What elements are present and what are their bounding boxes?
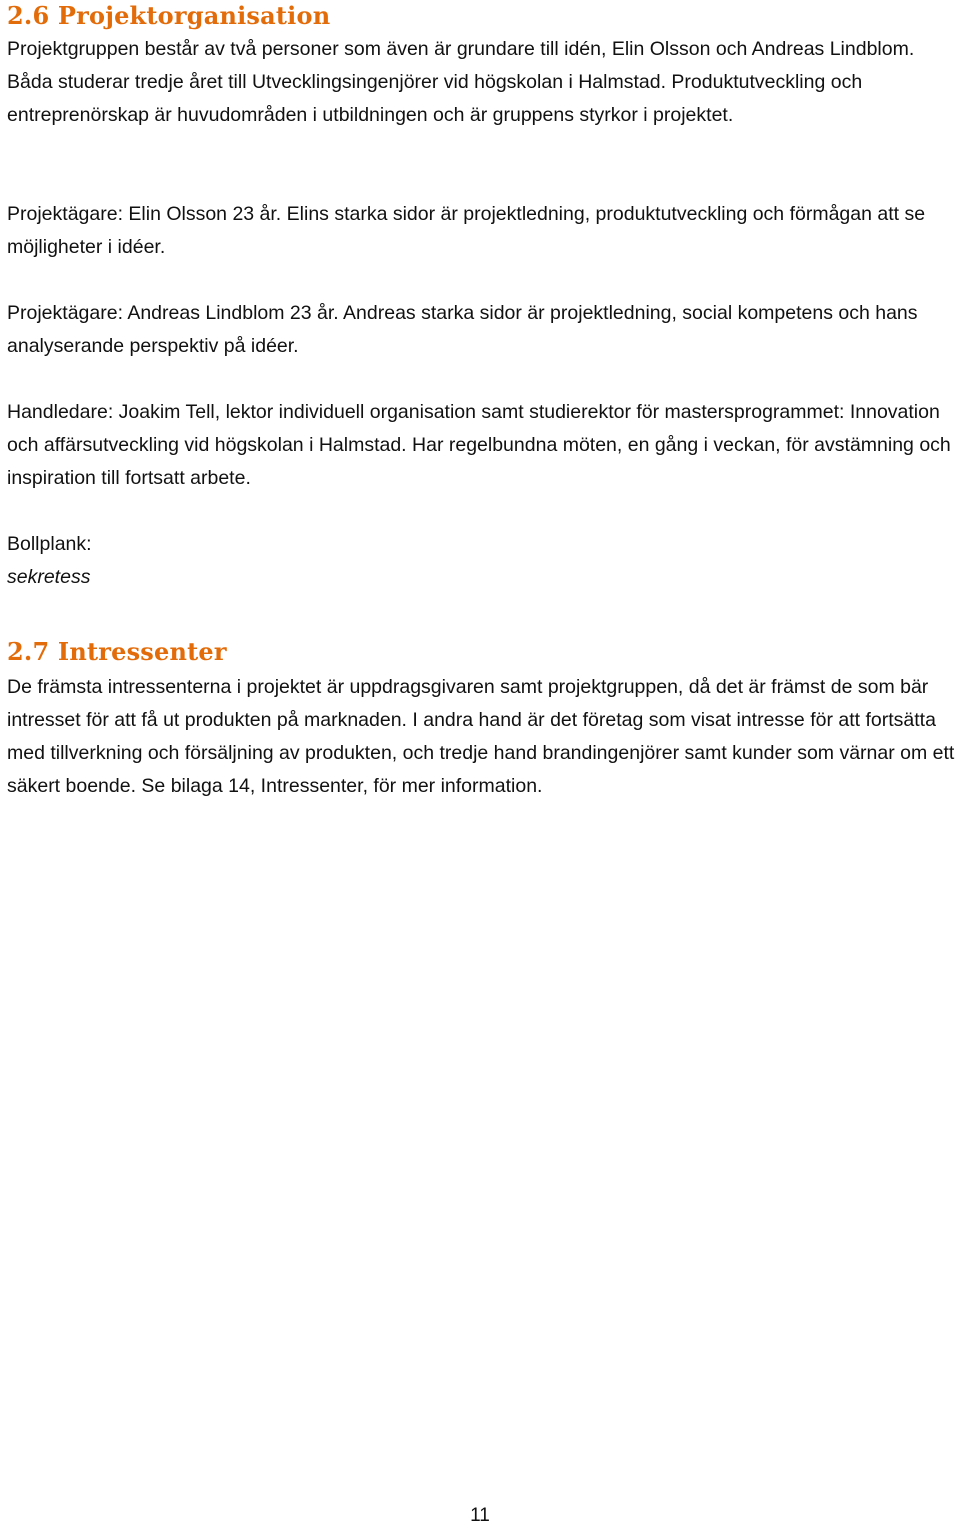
page-number: 11 (470, 1505, 490, 1526)
paragraph-projektagare-elin: Projektägare: Elin Olsson 23 år. Elins starka sidor är projektledning, produktutveckling och förmågan att se möjligheter i idéer. (7, 203, 926, 258)
paragraph-projektgruppen: Projektgruppen består av två personer som även är grundare till idén, Elin Olsson och Andreas Lindblom. Båda studerar tredje året till Utvecklingsingenjörer vid högskolan i Halmstad. Produktutveckling och entreprenörskap är huvudområden i utbildningen och är gruppens styrkor i projektet. (7, 38, 915, 126)
paragraph-handledare: Handledare: Joakim Tell, lektor individuell organisation samt studierektor för mastersprogrammet: Innovation och affärsutveckling vid högskolan i Halmstad. Har regelbundna möten, en gång i veckan, för avstämning och inspiration till fortsatt arbete. (7, 401, 951, 489)
bollplank-label: Bollplank: (7, 533, 92, 555)
section-heading-projektorganisation: 2.6 Projektorganisation (7, 1, 331, 30)
bollplank-value: sekretess (7, 566, 91, 588)
bollplank-block (7, 528, 957, 594)
paragraph-projektagare-andreas: Projektägare: Andreas Lindblom 23 år. Andreas starka sidor är projektledning, social kompetens och hans analyserande perspektiv på idéer. (7, 302, 918, 357)
paragraph-intressenter: De främsta intressenterna i projektet är uppdragsgivaren samt projektgruppen, då det är främst de som bär intresset för att få ut produkten på marknaden. I andra hand är det företag som visat intresse för att fortsätta med tillverkning och försäljning av produkten, och tredje hand brandingenjörer samt kunder som värnar om ett säkert boende. Se bilaga 14, Intressenter, för mer information. (7, 676, 955, 797)
section-heading-intressenter: 2.7 Intressenter (7, 637, 227, 666)
